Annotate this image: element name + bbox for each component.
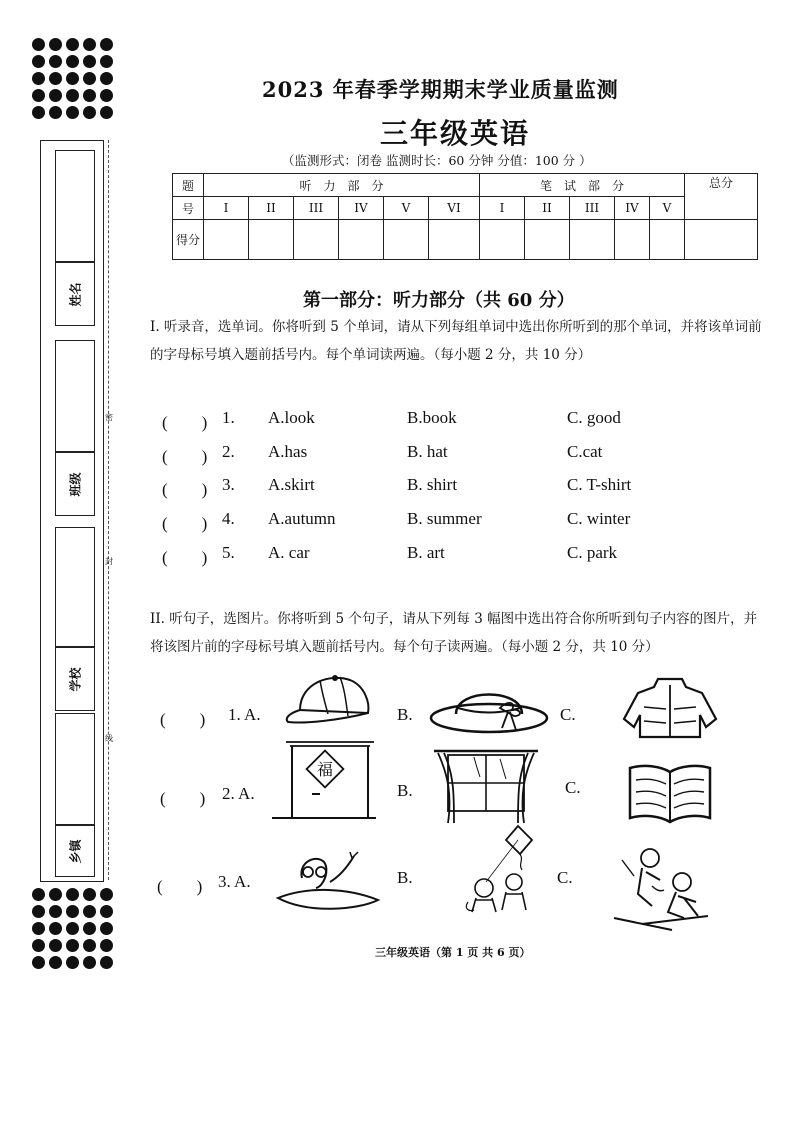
score-cell[interactable] — [384, 220, 429, 260]
seal-mark: 封 — [105, 557, 113, 566]
school-label: 学校 — [55, 647, 95, 711]
binding-dot — [49, 89, 62, 102]
binding-dot — [100, 922, 113, 935]
answer-bracket[interactable]: ( ) — [162, 514, 208, 533]
binding-dot — [66, 922, 79, 935]
binding-dot — [49, 38, 62, 51]
option-c: C. — [565, 778, 581, 797]
binding-dot — [100, 72, 113, 85]
answer-bracket[interactable]: ( ) — [162, 480, 208, 499]
score-cell[interactable] — [570, 220, 615, 260]
option-c: C. T-shirt — [567, 475, 632, 494]
binding-dot — [100, 55, 113, 68]
binding-dot — [32, 905, 45, 918]
door-icon — [268, 740, 378, 820]
binding-dot — [32, 888, 45, 901]
part1-title: 第一部分：听力部分（共 60 分） — [303, 290, 575, 311]
binding-dot — [66, 888, 79, 901]
section2-instruction: II. 听句子，选图片。你将听到 5 个句子，请从下列每 3 幅图中选出符合你所听到句子内容的图片，并将该图片前的字母标号填入题前括号内。每个句子读两遍。（每小题 2 分，共 10 分） — [150, 611, 758, 655]
binding-dot — [83, 888, 96, 901]
row-label: 得分 — [173, 220, 204, 260]
answer-bracket[interactable]: ( ) — [162, 447, 208, 466]
score-cell[interactable] — [615, 220, 650, 260]
jacket-icon — [620, 675, 720, 741]
col-header: II — [525, 197, 570, 220]
binding-dot — [32, 939, 45, 952]
name-label: 姓名 — [55, 262, 95, 326]
binding-dot — [66, 38, 79, 51]
answer-bracket[interactable]: ( ) — [162, 413, 208, 432]
row-label: 题 — [173, 174, 204, 197]
binding-dot — [100, 89, 113, 102]
binding-dot — [83, 922, 96, 935]
score-cell[interactable] — [339, 220, 384, 260]
score-cell[interactable] — [204, 220, 249, 260]
option-a: A.look — [268, 408, 315, 427]
binding-dot — [66, 89, 79, 102]
answer-bracket[interactable]: ( ) — [160, 789, 206, 808]
option-b: B. — [397, 705, 413, 724]
question-number: 1. — [222, 408, 235, 427]
question-number: 2. A. — [222, 784, 255, 803]
binding-dot — [83, 956, 96, 969]
score-table — [172, 173, 758, 260]
option-c: C. — [560, 705, 576, 724]
question-number: 2. — [222, 442, 235, 461]
binding-dot — [49, 72, 62, 85]
binding-dot — [66, 72, 79, 85]
question-number: 1. A. — [228, 705, 261, 724]
total-header: 总分 — [685, 174, 758, 220]
binding-dot — [83, 939, 96, 952]
binding-dot — [49, 888, 62, 901]
question-number: 5. — [222, 543, 235, 562]
name-box[interactable] — [55, 150, 95, 262]
binding-dot — [66, 55, 79, 68]
binding-dot — [49, 55, 62, 68]
page-footer: 三年级英语（第 1 页 共 6 页） — [375, 946, 531, 959]
option-c: C. good — [567, 408, 621, 427]
score-cell[interactable] — [525, 220, 570, 260]
question-number: 3. A. — [218, 872, 251, 891]
option-c: C. park — [567, 543, 618, 562]
cap-icon — [280, 668, 380, 728]
option-c: C.cat — [567, 442, 603, 461]
subject-title: 三年级英语 — [380, 117, 531, 150]
section1-instruction: I. 听录音，选单词。你将听到 5 个单词，请从下列每组单词中选出你所听到的那个单词，并将该单词前的字母标号填入题前括号内。每个单词读两遍。（每小题 2 分，共 10 分） — [150, 319, 762, 363]
binding-dot — [32, 55, 45, 68]
option-b: B. art — [407, 543, 445, 562]
binding-dot — [83, 106, 96, 119]
door-sign: 福 — [316, 760, 334, 779]
option-b: B. — [397, 781, 413, 800]
kite-icon — [462, 822, 548, 914]
binding-dot — [66, 905, 79, 918]
binding-dot — [66, 939, 79, 952]
writing-header: 笔 试 部 分 — [480, 174, 685, 197]
col-header: V — [650, 197, 685, 220]
option-b: B. summer — [407, 509, 482, 528]
binding-dot — [66, 106, 79, 119]
col-header: V — [384, 197, 429, 220]
swimming-icon — [268, 848, 388, 918]
binding-dot — [83, 89, 96, 102]
exam-info: （监测形式：闭卷 监测时长：60 分钟 分值：100 分 ） — [282, 153, 592, 168]
binding-dot — [32, 956, 45, 969]
col-header: II — [249, 197, 294, 220]
binding-dot — [49, 956, 62, 969]
col-header: VI — [429, 197, 480, 220]
question-number: 3. — [222, 475, 235, 494]
binding-dot — [49, 106, 62, 119]
score-cell[interactable] — [429, 220, 480, 260]
class-label: 班级 — [55, 452, 95, 516]
answer-bracket[interactable]: ( ) — [157, 877, 203, 896]
score-cell[interactable] — [294, 220, 339, 260]
option-a: A. car — [268, 543, 310, 562]
question-number: 4. — [222, 509, 235, 528]
binding-dot — [100, 106, 113, 119]
sun-hat-icon — [428, 678, 550, 738]
option-a: A.skirt — [268, 475, 315, 494]
row-label: 号 — [173, 197, 204, 220]
binding-dot — [100, 888, 113, 901]
binding-dot — [83, 38, 96, 51]
binding-dot — [32, 89, 45, 102]
option-a: A.has — [268, 442, 308, 461]
option-a: A.autumn — [268, 509, 336, 528]
score-cell[interactable] — [650, 220, 685, 260]
option-b: B. shirt — [407, 475, 458, 494]
binding-dot — [100, 38, 113, 51]
binding-dot — [66, 956, 79, 969]
binding-dot — [83, 905, 96, 918]
binding-dot — [49, 922, 62, 935]
col-header: IV — [339, 197, 384, 220]
col-header: III — [294, 197, 339, 220]
school-box[interactable] — [55, 527, 95, 647]
binding-dot — [83, 55, 96, 68]
seal-mark: 线 — [105, 734, 113, 743]
township-label: 乡镇 — [55, 825, 95, 877]
binding-dot — [32, 106, 45, 119]
answer-bracket[interactable]: ( ) — [160, 710, 206, 729]
binding-dot — [49, 939, 62, 952]
option-b: B. — [397, 868, 413, 887]
binding-dots-bottom — [32, 888, 114, 969]
col-header: I — [204, 197, 249, 220]
listening-header: 听 力 部 分 — [204, 174, 480, 197]
binding-dots-top — [32, 38, 114, 119]
binding-dot — [32, 38, 45, 51]
binding-dot — [100, 905, 113, 918]
seal-line — [108, 140, 109, 880]
score-cell[interactable] — [480, 220, 525, 260]
book-icon — [624, 760, 716, 830]
binding-dot — [100, 939, 113, 952]
exam-title: 2023 年春季学期期末学业质量监测 — [262, 77, 619, 102]
binding-dot — [100, 956, 113, 969]
col-header: I — [480, 197, 525, 220]
binding-dot — [49, 905, 62, 918]
col-header: III — [570, 197, 615, 220]
score-cell[interactable] — [249, 220, 294, 260]
seal-mark: 密 — [105, 413, 113, 422]
class-box[interactable] — [55, 340, 95, 452]
option-b: B. hat — [407, 442, 448, 461]
skiing-icon — [612, 846, 712, 932]
binding-dot — [32, 922, 45, 935]
answer-bracket[interactable]: ( ) — [162, 548, 208, 567]
township-box[interactable] — [55, 713, 95, 825]
option-c: C. winter — [567, 509, 631, 528]
option-b: B.book — [407, 408, 457, 427]
binding-dot — [83, 72, 96, 85]
binding-dot — [32, 72, 45, 85]
option-c: C. — [557, 868, 573, 887]
score-cell[interactable] — [685, 220, 758, 260]
window-icon — [430, 745, 542, 825]
col-header: IV — [615, 197, 650, 220]
